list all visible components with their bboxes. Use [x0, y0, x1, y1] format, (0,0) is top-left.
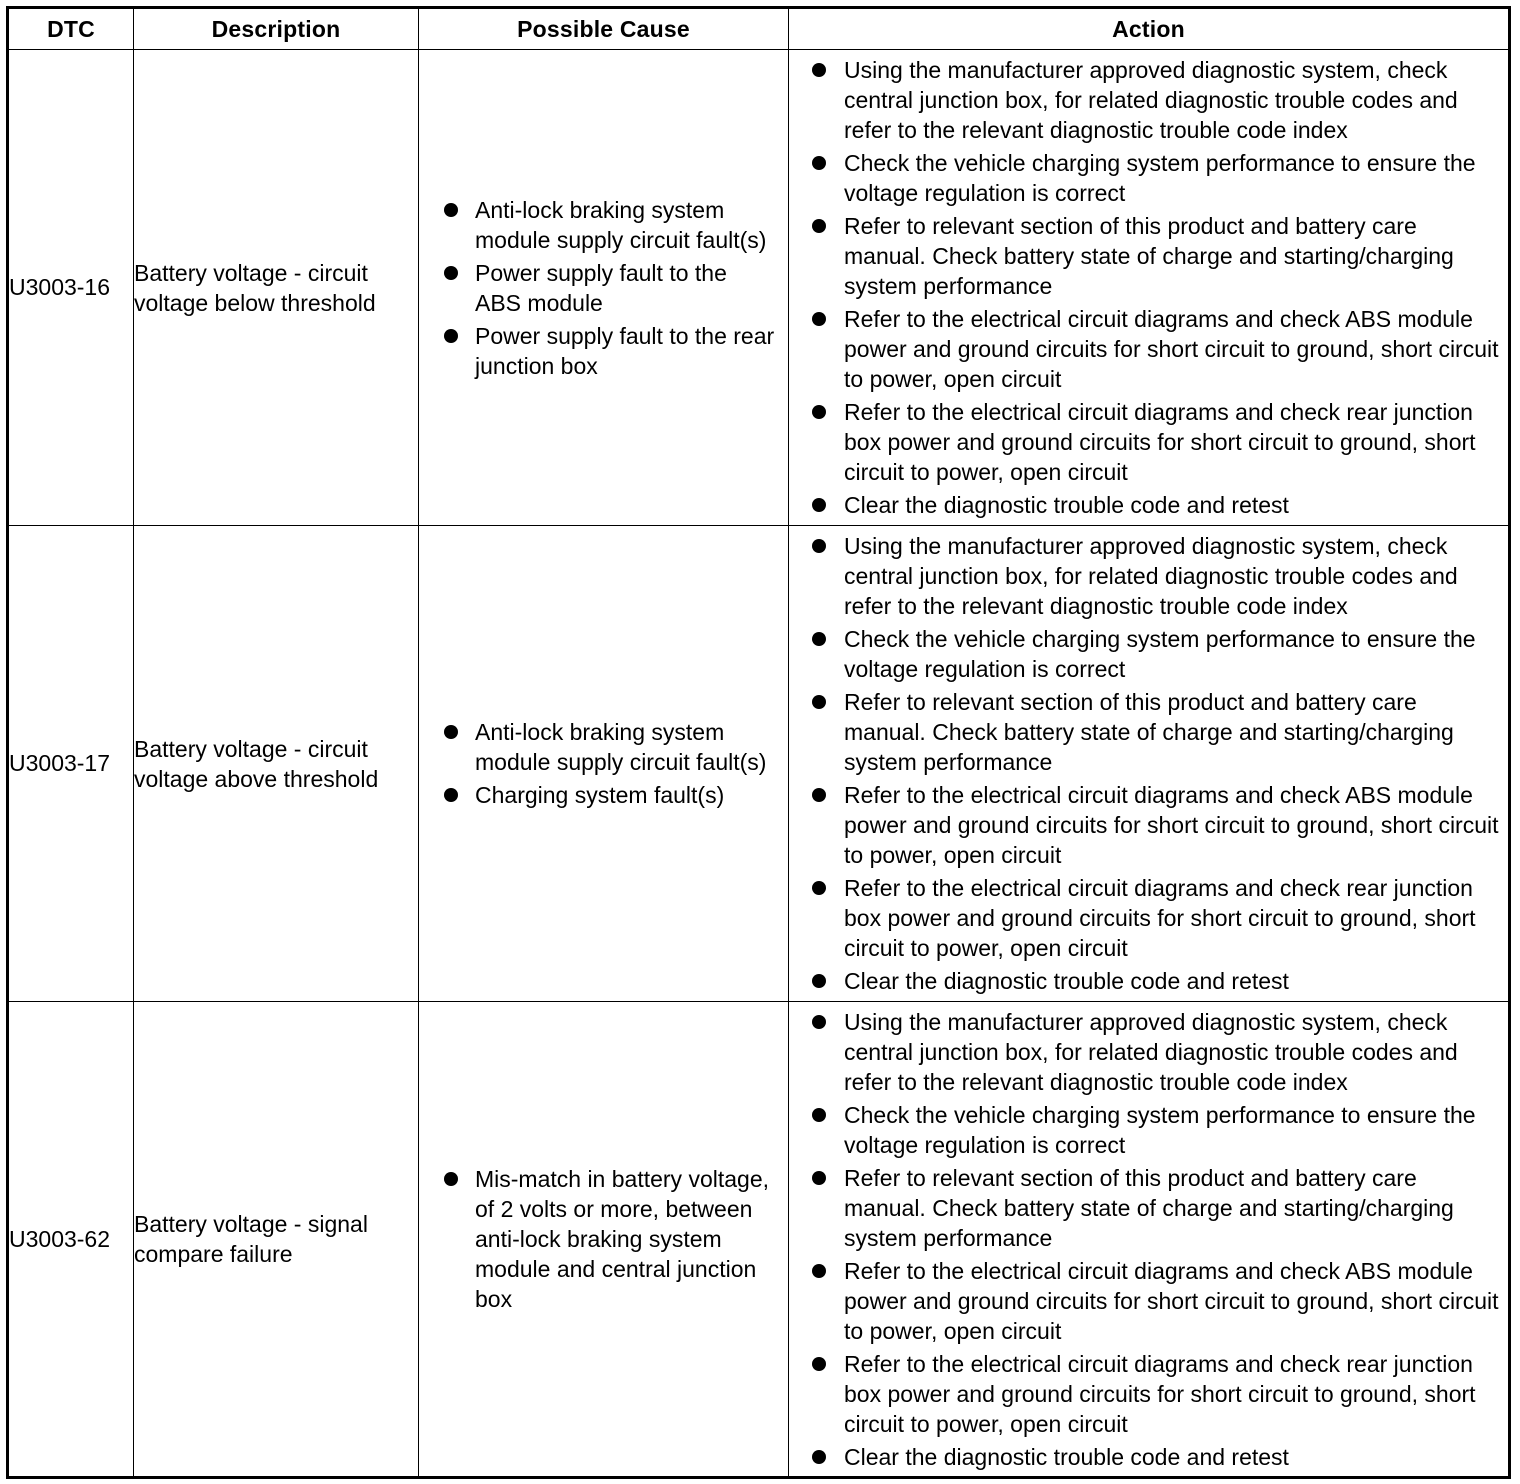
action-cell	[789, 1002, 1510, 1478]
bullet-icon	[444, 788, 458, 802]
dtc-description: Battery voltage - circuit voltage above threshold	[134, 526, 419, 1002]
header-description: Description	[134, 8, 419, 50]
action-text: Refer to the electrical circuit diagrams and check ABS module power and ground circuits for short circuit to ground, short circuit to power, open circuit	[844, 782, 1499, 868]
action-list	[789, 1007, 1508, 1472]
action-cell	[789, 50, 1510, 526]
list-item	[419, 195, 788, 255]
cause-text: Power supply fault to the ABS module	[475, 259, 727, 316]
bullet-icon	[444, 1172, 458, 1186]
bullet-icon	[812, 405, 826, 419]
bullet-icon	[812, 312, 826, 326]
bullet-icon	[812, 632, 826, 646]
possible-cause-cell	[419, 526, 789, 1002]
list-item	[789, 1100, 1508, 1160]
action-text: Refer to the electrical circuit diagrams and check ABS module power and ground circuits for short circuit to ground, short circuit to power, open circuit	[844, 1257, 1499, 1344]
action-text: Check the vehicle charging system performance to ensure the voltage regulation is correct	[844, 626, 1476, 682]
list-item	[419, 780, 788, 810]
cause-text: Anti-lock braking system module supply circuit fault(s)	[475, 196, 767, 253]
action-text: Using the manufacturer approved diagnostic system, check central junction box, for related diagnostic trouble codes and refer to the relevant diagnostic trouble code index	[844, 533, 1458, 619]
bullet-icon	[812, 1108, 826, 1122]
bullet-icon	[444, 203, 458, 217]
action-text: Clear the diagnostic trouble code and retest	[844, 1443, 1289, 1470]
dtc-code: U3003-62	[8, 1002, 134, 1478]
bullet-icon	[444, 266, 458, 280]
list-item	[789, 304, 1508, 394]
action-text: Clear the diagnostic trouble code and retest	[844, 492, 1289, 518]
header-possible-cause: Possible Cause	[419, 8, 789, 50]
action-text: Refer to the electrical circuit diagrams and check ABS module power and ground circuits for short circuit to ground, short circuit to power, open circuit	[844, 306, 1499, 392]
header-action: Action	[789, 8, 1510, 50]
action-text: Refer to relevant section of this product and battery care manual. Check battery state of charge and starting/charging system performance	[844, 1164, 1454, 1251]
table-row	[8, 50, 1510, 526]
action-text: Clear the diagnostic trouble code and retest	[844, 968, 1289, 994]
header-row	[8, 8, 1510, 50]
bullet-icon	[812, 881, 826, 895]
cause-text: Power supply fault to the rear junction box	[475, 322, 775, 379]
action-cell	[789, 526, 1510, 1002]
list-item	[419, 258, 788, 318]
action-text: Refer to the electrical circuit diagrams and check rear junction box power and ground circuits for short circuit to ground, short circuit to power, open circuit	[844, 875, 1476, 961]
list-item	[789, 1442, 1508, 1472]
list-item	[789, 1349, 1508, 1439]
action-text: Using the manufacturer approved diagnostic system, check central junction box, for related diagnostic trouble codes and refer to the relevant diagnostic trouble code index	[844, 1008, 1458, 1095]
list-item	[419, 1164, 788, 1314]
header-dtc: DTC	[8, 8, 134, 50]
action-text: Refer to relevant section of this product and battery care manual. Check battery state of charge and starting/charging system performance	[844, 213, 1454, 299]
bullet-icon	[812, 974, 826, 988]
action-list	[789, 531, 1508, 996]
action-text: Refer to the electrical circuit diagrams and check rear junction box power and ground circuits for short circuit to ground, short circuit to power, open circuit	[844, 1350, 1476, 1437]
bullet-icon	[444, 725, 458, 739]
possible-cause-list	[419, 1164, 788, 1314]
list-item	[789, 211, 1508, 301]
bullet-icon	[812, 219, 826, 233]
action-text: Check the vehicle charging system performance to ensure the voltage regulation is correct	[844, 150, 1476, 206]
bullet-icon	[812, 1015, 826, 1029]
dtc-code: U3003-17	[8, 526, 134, 1002]
bullet-icon	[812, 63, 826, 77]
list-item	[789, 1163, 1508, 1253]
list-item	[789, 397, 1508, 487]
bullet-icon	[812, 1357, 826, 1371]
bullet-icon	[812, 1171, 826, 1185]
cause-text: Mis-match in battery voltage, of 2 volts or more, between anti-lock braking system module and central junction box	[475, 1166, 770, 1312]
dtc-description: Battery voltage - signal compare failure	[134, 1002, 419, 1478]
cause-text: Anti-lock braking system module supply circuit fault(s)	[475, 719, 767, 775]
bullet-icon	[812, 695, 826, 709]
list-item	[789, 55, 1508, 145]
bullet-icon	[812, 1264, 826, 1278]
dtc-table	[6, 6, 1511, 1479]
bullet-icon	[812, 498, 826, 512]
list-item	[419, 321, 788, 381]
table-row	[8, 526, 1510, 1002]
list-item	[789, 1007, 1508, 1097]
action-text: Check the vehicle charging system performance to ensure the voltage regulation is correct	[844, 1101, 1476, 1158]
list-item	[419, 717, 788, 777]
list-item	[789, 624, 1508, 684]
bullet-icon	[812, 539, 826, 553]
list-item	[789, 490, 1508, 520]
list-item	[789, 687, 1508, 777]
possible-cause-list	[419, 195, 788, 381]
possible-cause-list	[419, 717, 788, 810]
action-text: Using the manufacturer approved diagnostic system, check central junction box, for related diagnostic trouble codes and refer to the relevant diagnostic trouble code index	[844, 57, 1458, 143]
bullet-icon	[812, 788, 826, 802]
bullet-icon	[812, 1450, 826, 1464]
table-row	[8, 1002, 1510, 1478]
list-item	[789, 780, 1508, 870]
list-item	[789, 873, 1508, 963]
list-item	[789, 966, 1508, 996]
list-item	[789, 148, 1508, 208]
action-text: Refer to relevant section of this product and battery care manual. Check battery state of charge and starting/charging system performance	[844, 689, 1454, 775]
bullet-icon	[812, 156, 826, 170]
dtc-code: U3003-16	[8, 50, 134, 526]
possible-cause-cell	[419, 1002, 789, 1478]
list-item	[789, 1256, 1508, 1346]
action-text: Refer to the electrical circuit diagrams and check rear junction box power and ground circuits for short circuit to ground, short circuit to power, open circuit	[844, 399, 1476, 485]
dtc-description: Battery voltage - circuit voltage below threshold	[134, 50, 419, 526]
possible-cause-cell	[419, 50, 789, 526]
list-item	[789, 531, 1508, 621]
bullet-icon	[444, 329, 458, 343]
table-body	[8, 50, 1510, 1478]
action-list	[789, 55, 1508, 520]
cause-text: Charging system fault(s)	[475, 782, 725, 808]
